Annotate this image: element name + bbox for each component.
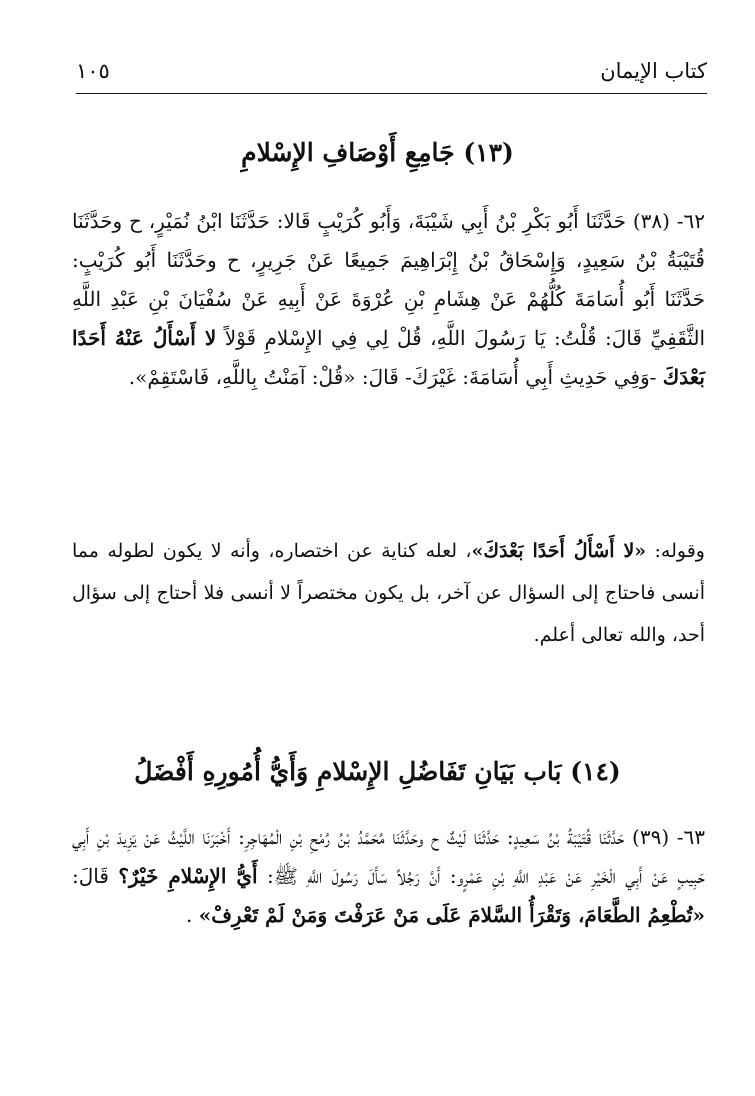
- commentary-body: ، لعله كناية عن اختصاره، وأنه لا يكون لطوله مما أنسى فاحتاج إلى السؤال عن آخر، بل يكون مختصراً لا أنسى فلا أحتاج إلى سؤال أحد، والله تعالى أعلم.: [72, 540, 705, 646]
- book-title: كتاب الإيمان: [600, 59, 707, 83]
- commentary-text: [72, 530, 705, 656]
- hadith-62-text: [72, 202, 705, 397]
- page-number: ١٠٥: [76, 59, 110, 83]
- commentary-lead: وقوله:: [646, 540, 705, 562]
- commentary-quote: «لا أَسْأَلُ أَحَدًا بَعْدَكَ»: [471, 540, 647, 562]
- hadith-62-question: لا أَسْأَلُ عَنْهُ أَحَدًا بَعْدَكَ: [72, 326, 705, 389]
- hadith-63-question: أَيُّ الإِسْلامِ خَيْرٌ؟: [118, 864, 258, 888]
- header-rule: [76, 93, 707, 94]
- hadith-63-text: [72, 818, 705, 935]
- hadith-62-end: .: [128, 365, 136, 389]
- hadith-63-isnad: ٦٣- (٣٩) حَدَّثَنَا قُتَيْبَةُ بْنُ سَعِيدٍ: حَدَّثَنَا لَيْثٌ ح وحَدَّثَنَا مُحَمَّدُ بْنُ رُمْحِ بْنِ الْمُهَاجِرِ: أَخْبَرَنَا اللَّيْثُ عَنْ يَزِيدَ بْنِ أَبِي حَبِيبٍ عَنْ أَبِي الْخَيْرِ عَنْ عَبْدِ اللَّهِ بْنِ عَمْرٍو: أَنَّ رَجُلاً سَأَلَ رَسُولَ اللَّهِ ﷺ:: [72, 825, 706, 888]
- hadith-62-answer: «قُلْ: آمَنْتُ بِاللَّهِ، فَاسْتَقِمْ»: [135, 365, 356, 389]
- hadith-63-answer: «تُطْعِمُ الطَّعَامَ، وَتَقْرَأُ السَّلامَ عَلَى مَنْ عَرَفْتَ وَمَنْ لَمْ تَعْرِفْ»: [198, 903, 705, 927]
- hadith-63-said: قَالَ:: [72, 864, 119, 888]
- commentary: [72, 530, 705, 656]
- running-header: [76, 55, 707, 91]
- hadith-63: [72, 818, 705, 935]
- hadith-62-variant: -وَفِي حَدِيثِ أَبِي أُسَامَةَ: غَيْرَكَ- قَالَ:: [355, 365, 663, 389]
- section-heading-13: (١٣) جَامِعِ أَوْصَافِ الإِسْلامِ: [241, 138, 514, 167]
- hadith-62: [72, 202, 705, 397]
- section-heading-14: (١٤) بَاب بَيَانِ تَفَاضُلِ الإِسْلامِ وَأَيُّ أُمُورِهِ أَفْضَلُ: [134, 757, 621, 786]
- hadith-62-isnad: ٦٢- (٣٨) حَدَّثَنَا أَبُو بَكْرِ بْنُ أَبِي شَيْبَةَ، وَأَبُو كُرَيْبٍ قَالا: حَدَّثَنَا ابْنُ نُمَيْرٍ، ح وحَدَّثَنَا قُتَيْبَةُ بْنُ سَعِيدٍ، وَإِسْحَاقُ بْنُ إِبْرَاهِيمَ جَمِيعًا عَنْ جَرِيرٍ، ح وحَدَّثَنَا أَبُو كُرَيْبٍ: حَدَّثَنَا أَبُو أُسَامَةَ كُلُّهُمْ عَنْ هِشَامِ بْنِ عُرْوَةَ عَنْ أَبِيهِ عَنْ سُفْيَانَ بْنِ عَبْدِ اللَّهِ الثَّقَفِيِّ قَالَ: قُلْتُ: يَا رَسُولَ اللَّهِ، قُلْ لِي فِي الإِسْلامِ قَوْلاً: [72, 209, 706, 350]
- hadith-63-end: .: [185, 903, 199, 927]
